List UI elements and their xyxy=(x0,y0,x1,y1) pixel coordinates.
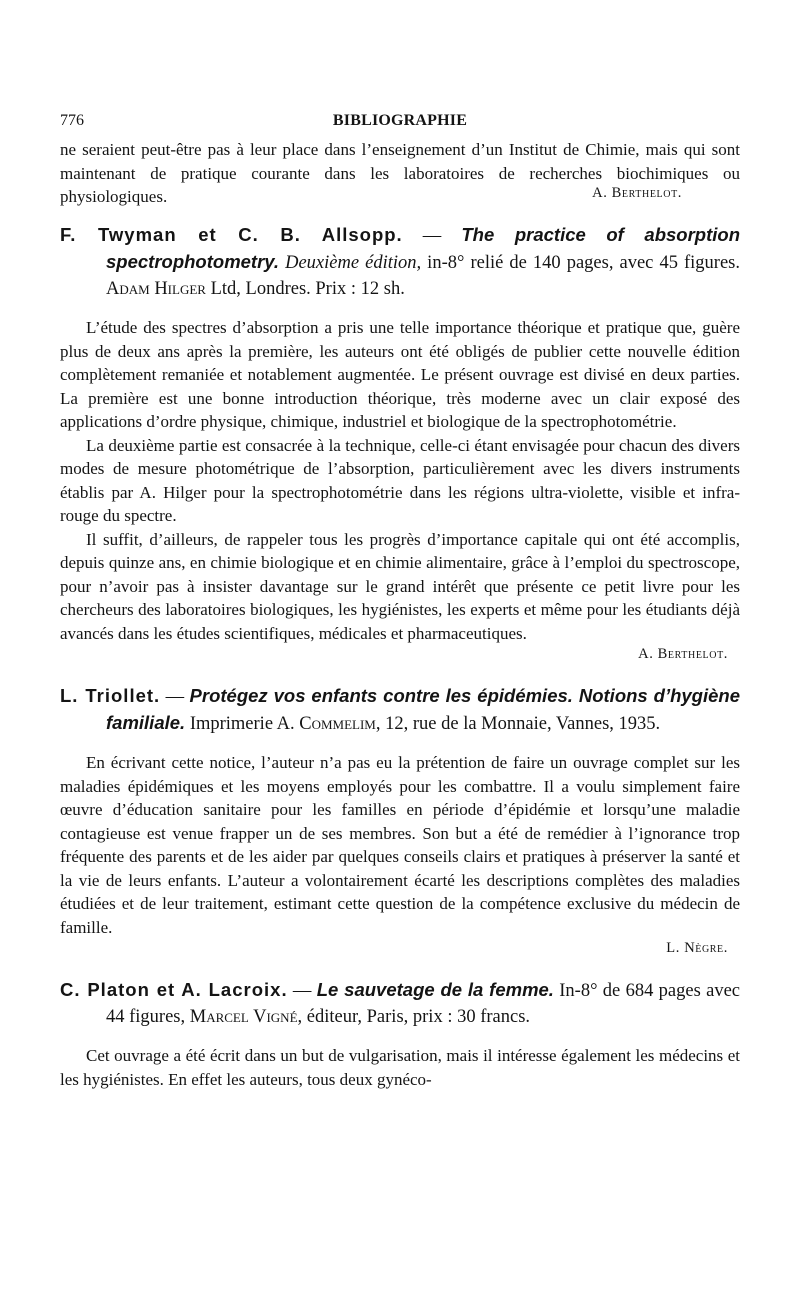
entry-author: F. Twyman et C. B. Allsopp. xyxy=(60,224,403,245)
intro-paragraph: ne seraient peut-être pas à leur place dans l’enseignement d’un Institut de Chimie, mais qui sont maintenant de pratique courante dans les laboratoires de recherches biochimiques ou physiologiques. xyxy=(60,140,740,206)
entry-edition: Deuxième édition, xyxy=(285,253,422,273)
entry-dash: — xyxy=(287,981,317,1001)
intro-signature: A. Berthelot. xyxy=(592,185,682,201)
running-header xyxy=(60,112,740,138)
entry-publisher: Marcel Vigné xyxy=(189,1007,298,1027)
entry-details: Imprimerie A. xyxy=(185,714,300,734)
entry-title: Protégez vos enfants contre les épidémies. Notions d’hygiène familiale. xyxy=(106,685,740,733)
review-paragraph: La deuxième partie est consacrée à la technique, celle-ci étant envisagée pour chacun des divers modes de mesure photométrique de l’absorption, particulièrement avec les divers instruments établis par A. Hilger pour la spectrophotométrie dans les régions ultra-violette, visible et infra-rouge du spectre. xyxy=(60,435,740,525)
entry-author: L. Triollet. xyxy=(60,685,161,706)
entry-details-end: , 12, rue de la Monnaie, Vannes, 1935. xyxy=(375,714,661,734)
entry-dash: — xyxy=(160,687,190,707)
entry-publisher: Commelim xyxy=(299,714,376,734)
entry-details: In-8° de 684 pages avec 44 figures, xyxy=(106,981,740,1027)
entry-dash: — xyxy=(402,226,462,246)
entry-details-end: , éditeur, Paris, prix : 30 francs. xyxy=(297,1007,531,1027)
review-paragraph: L’étude des spectres d’absorption a pris une telle importance théorique et pratique que, guère plus de deux ans après la première, les auteurs ont été obligés de publier cette nouvelle édition complètement remaniée et notablement augmentée. Le présent ouvrage est divisé en deux parties. La première est une bonne introduction théorique, très moderne avec un clair exposé des applications d’ordre physique, chimique, industriel et biologique de la spectrophotométrie. xyxy=(60,318,740,431)
review-signature: L. Nègre. xyxy=(666,940,728,956)
running-title: BIBLIOGRAPHIE xyxy=(332,112,468,129)
book-entry-twyman xyxy=(60,222,740,302)
page xyxy=(60,112,740,1091)
review-paragraph: En écrivant cette notice, l’auteur n’a pas eu la prétention de faire un ouvrage complet sur les maladies épidémiques et les moyens employés pour les combattre. Il a voulu simplement faire œuvre d’éducation sanitaire pour les familles en période d’épidémie et lorsqu’une maladie contagieuse est venue frapper un de ses membres. Son but a été de remédier à l’ignorance trop fréquente des parents et de les aider par quelques conseils clairs et pratiques à préserver la santé et la vie de leurs enfants. L’auteur a volontairement écarté les descriptions complètes des maladies étudiées et de leur traitement, estimant cette question de la compétence exclusive du médecin de famille. xyxy=(60,753,740,937)
review-paragraph: Il suffit, d’ailleurs, de rappeler tous les progrès d’importance capitale qui ont été accomplis, depuis quinze ans, en chimie biologique et en chimie alimentaire, grâce à l’emploi du spectroscope, pour n’avoir pas à insister davantage sur le grand intérêt que présente ce petit livre pour les chercheurs des laboratoires biologiques, les hygiénistes, les experts et même pour les étudiants déjà avancés dans les études scientifiques, médicales et pharmaceutiques. xyxy=(60,529,740,643)
entry-details: in-8° relié de 140 pages, avec 45 figures. xyxy=(421,253,740,273)
page-number: 776 xyxy=(60,112,84,129)
entry-title: Le sauvetage de la femme. xyxy=(316,979,554,1000)
review-signature: A. Berthelot. xyxy=(638,646,728,662)
entry-details-end: Ltd, Londres. Prix : 12 sh. xyxy=(205,279,405,299)
book-entry-platon xyxy=(60,977,740,1030)
review-paragraph: Cet ouvrage a été écrit dans un but de vulgarisation, mais il intéresse également les médecins et les hygiénistes. En effet les auteurs, tous deux gynéco- xyxy=(60,1046,740,1089)
book-entry-triollet xyxy=(60,683,740,737)
entry-author: C. Platon et A. Lacroix. xyxy=(60,979,288,1000)
entry-publisher: Adam Hilger xyxy=(106,279,206,299)
entry-title: The practice of absorption spectrophotometry. xyxy=(106,224,741,272)
